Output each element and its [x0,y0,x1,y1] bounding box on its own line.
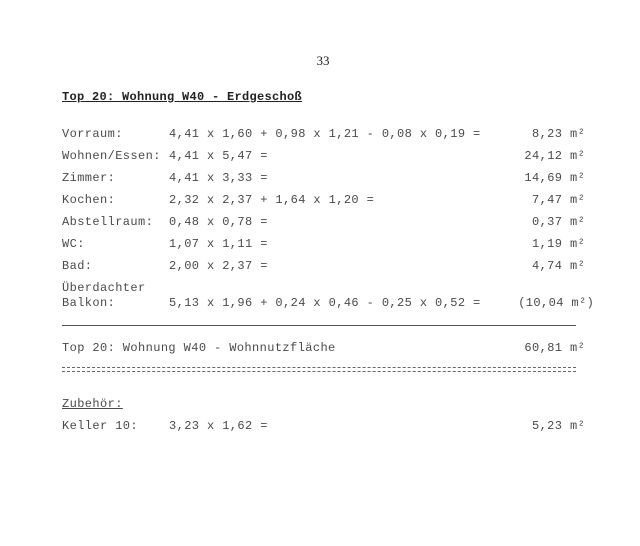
room-row-zimmer [62,171,586,187]
room-label: Kochen: [62,193,116,207]
section-heading: Top 20: Wohnung W40 - Erdgeschoß [62,90,303,104]
room-label: Wohnen/Essen: [62,149,161,163]
room-formula: 1,07 x 1,11 = [169,237,268,251]
room-area: 8,23 m² [531,127,586,141]
balcony-formula: 5,13 x 1,96 + 0,24 x 0,46 - 0,25 x 0,52 = [169,296,481,310]
total-area: 60,81 m² [524,341,586,355]
room-area: 7,47 m² [531,193,586,207]
room-row-wohnen-essen [62,149,586,165]
room-label: Vorraum: [62,127,123,141]
room-formula: 0,48 x 0,78 = [169,215,268,229]
double-divider-line [62,367,576,372]
room-formula: 2,32 x 2,37 + 1,64 x 1,20 = [169,193,375,207]
room-row-bad [62,259,586,275]
room-row-kochen [62,193,586,209]
room-row-wc [62,237,586,253]
divider-line [62,325,576,326]
accessory-area: 5,23 m² [531,419,586,433]
accessories-title: Zubehör: [62,397,123,411]
room-label: WC: [62,237,85,251]
room-row-abstellraum [62,215,586,231]
accessory-formula: 3,23 x 1,62 = [169,419,268,433]
room-area: 24,12 m² [524,149,586,163]
balcony-label-line1-row [62,281,146,297]
room-row-vorraum [62,127,586,143]
total-label: Top 20: Wohnung W40 - Wohnnutzfläche [62,341,336,355]
room-area: 4,74 m² [531,259,586,273]
balcony-label-line2: Balkon: [62,296,116,310]
room-formula: 2,00 x 2,37 = [169,259,268,273]
room-row-balkon [62,296,595,312]
room-formula: 4,41 x 1,60 + 0,98 x 1,21 - 0,08 x 0,19 = [169,127,481,141]
accessory-row-keller [62,419,586,435]
accessory-label: Keller 10: [62,419,139,433]
balcony-label-line1: Überdachter [62,281,146,295]
balcony-area: (10,04 m²) [518,296,595,310]
room-formula: 4,41 x 5,47 = [169,149,268,163]
room-area: 14,69 m² [524,171,586,185]
room-area: 1,19 m² [531,237,586,251]
total-row [62,341,586,357]
room-area: 0,37 m² [531,215,586,229]
room-formula: 4,41 x 3,33 = [169,171,268,185]
room-label: Abstellraum: [62,215,154,229]
page-number: 33 [316,53,330,68]
room-label: Bad: [62,259,93,273]
room-label: Zimmer: [62,171,116,185]
